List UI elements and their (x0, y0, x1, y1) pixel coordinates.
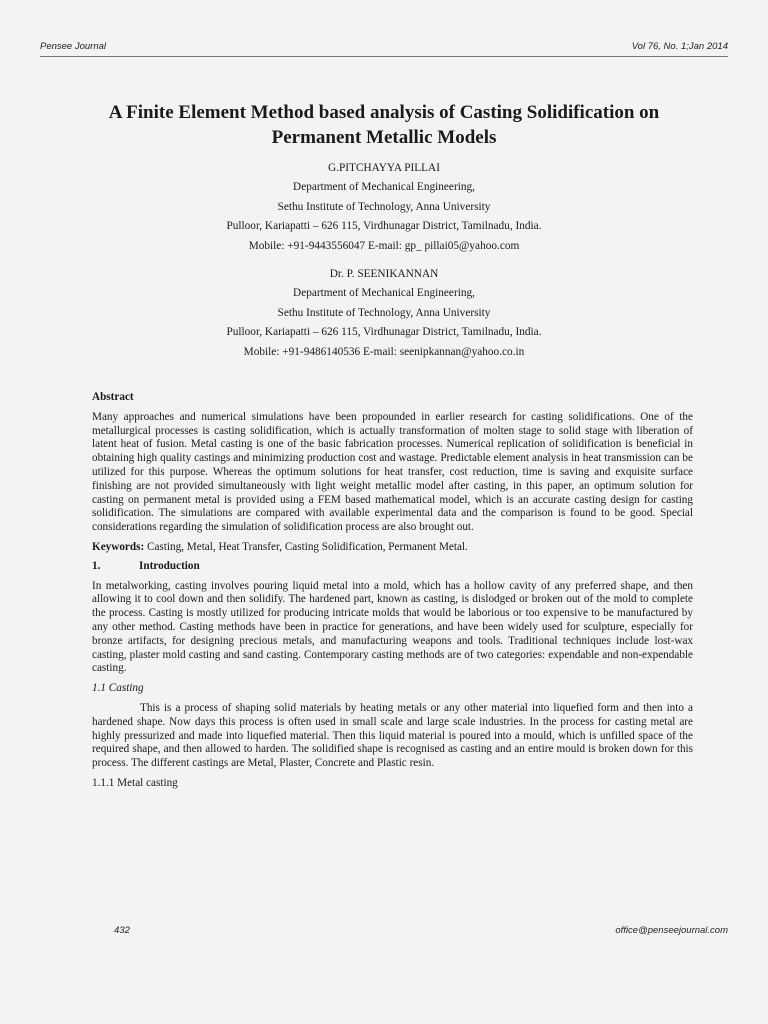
author-institution: Sethu Institute of Technology, Anna University (277, 306, 491, 319)
author-spacer (60, 256, 708, 265)
author-block (60, 159, 708, 362)
section-heading-introduction (92, 560, 693, 574)
author-name: G.PITCHAYYA PILLAI (328, 162, 440, 174)
header-rule (40, 56, 728, 57)
paper-title (60, 100, 708, 150)
page-number: 432 (114, 925, 130, 936)
casting-text: This is a process of shaping solid materials by heating metals or any other material into liquefied form and then into a hardened shape. Now days this process is often used in small scale and large scale industries. In the process for casting metal are highly pressurized and made into liquefied material. Then this liquid material is poured into a mould, which is unfilled space of the required shape, and then allowed to harden. The solidified shape is recognised as casting and an entire mould is broken down for this process. The different castings are Metal, Plaster, Concrete and Plastic resin. (92, 701, 693, 770)
abstract-heading: Abstract (92, 391, 134, 403)
paper-body (92, 391, 693, 791)
keywords-line (92, 541, 693, 555)
author-contact: Mobile: +91-9443556047 E-mail: gp_ pillai05@yahoo.com (248, 239, 520, 252)
keywords-label: Keywords: (92, 540, 145, 553)
keywords-text: Casting, Metal, Heat Transfer, Casting Solidification, Permanent Metal. (144, 540, 468, 553)
section-title: Introduction (139, 559, 200, 572)
volume-info: Vol 76, No. 1;Jan 2014 (631, 41, 728, 52)
title-line-2: Permanent Metallic Models (271, 127, 497, 148)
author-contact: Mobile: +91-9486140536 E-mail: seenipkannan@yahoo.co.in (243, 345, 525, 358)
introduction-text: In metalworking, casting involves pouring liquid metal into a mold, which has a hollow cavity of any preferred shape, and then allowing it to cool down and then solidify. The hardened part, known as casting, is dislodged or broken out of the mold to complete the process. Casting is mostly utilized for producing intricate molds that would be laborious or too expensive to be manufactured by any other method. Casting methods have been in practice for generations, and have been widely used for sculpture, especially for bronze artifacts, for designing precious metals, and manufacturing weapons and tools. Traditional techniques include lost-wax casting, plaster mold casting and sand casting. Contemporary casting methods are of two categories: expendable and non-expendable casting. (92, 579, 693, 675)
title-line-1: A Finite Element Method based analysis of Casting Solidification on (108, 102, 660, 123)
journal-name: Pensee Journal (40, 41, 107, 52)
subsection-heading-casting: 1.1 Casting (92, 682, 144, 695)
section-number: 1. (92, 559, 101, 572)
author-name: Dr. P. SEENIKANNAN (329, 268, 439, 281)
author-department: Department of Mechanical Engineering, (293, 181, 475, 194)
subsubsection-heading-metal-casting: 1.1.1 Metal casting (92, 776, 178, 789)
author-address: Pulloor, Kariapatti – 626 115, Virdhunagar District, Tamilnadu, India. (226, 220, 542, 233)
author-address: Pulloor, Kariapatti – 626 115, Virdhunagar District, Tamilnadu, India. (226, 326, 542, 339)
footer-email: office@penseejournal.com (615, 925, 728, 936)
running-header (40, 40, 728, 54)
page-footer (114, 924, 728, 938)
author-institution: Sethu Institute of Technology, Anna University (277, 200, 491, 213)
abstract-text: Many approaches and numerical simulations have been propounded in earlier research for casting solidifications. One of the metallurgical processes is casting solidification, which is actually transformation of molten stage to solid stage with liberation of latent heat of fusion. Metal casting is one of the basic fabrication processes. Numerical replication of solidification is beneficial in obtaining high quality castings and minimizing production cost and wastage. Predictable element analysis in heat transmission can be utilized for this purpose. Whereas the optimum solutions for heat transfer, cost reduction, time is saving and exquisite surface finishing are not provided simultaneously with light weight metallic model after casting, in this paper, an optimum solution for casting on permanent metal is provided using a FEM based mathematical model, which is an accurate casting design for casting solidification. The simulations are compared with available experimental data and the comparison is found to be good. Special considerations regarding the simulation of solidification process are also brought out. (92, 410, 693, 534)
author-department: Department of Mechanical Engineering, (293, 287, 475, 300)
